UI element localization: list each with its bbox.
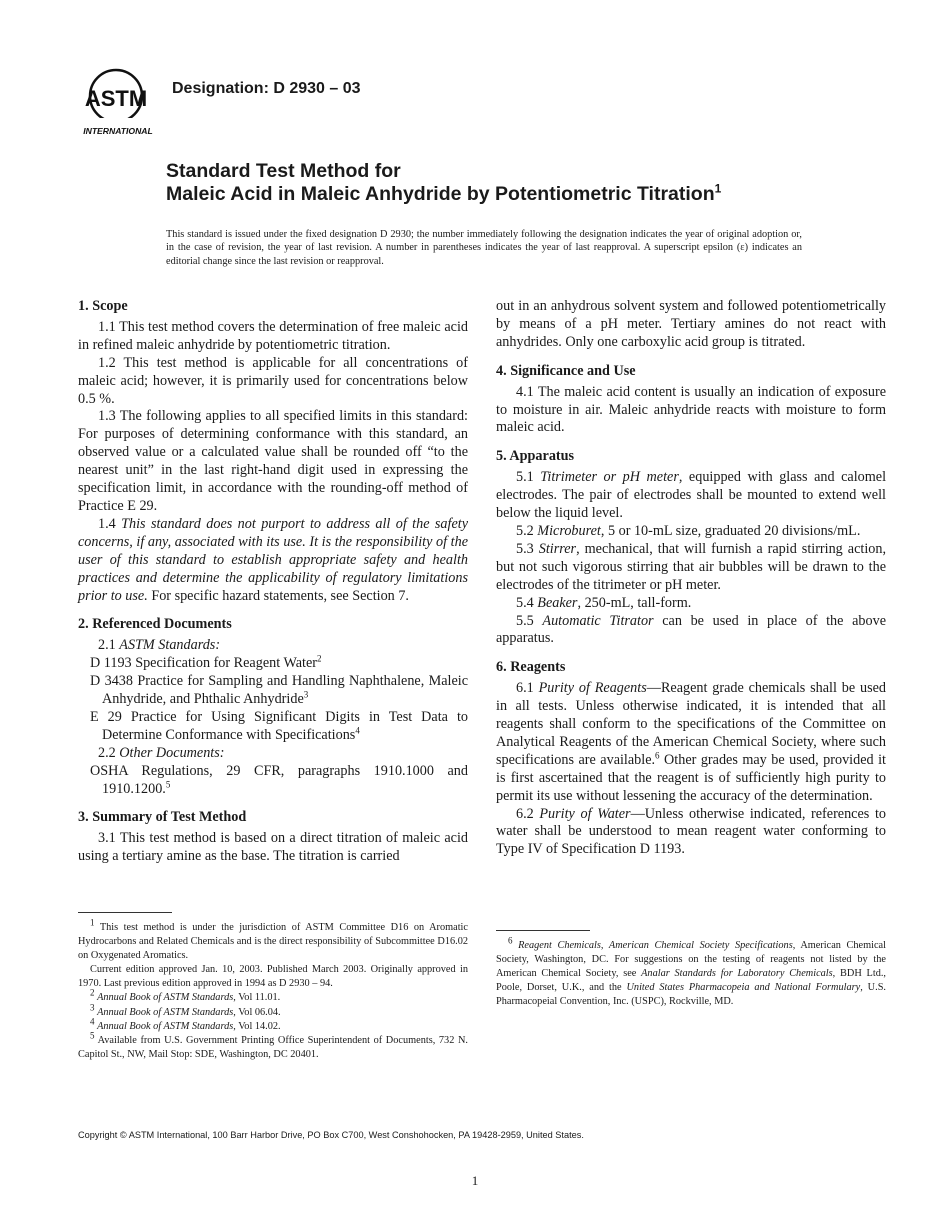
astm-standards-subhead: 2.1 ASTM Standards: [98, 637, 221, 654]
section-heading-referenced-documents: 2. Referenced Documents [78, 616, 232, 633]
section-heading-scope: 1. Scope [78, 298, 128, 314]
scope-1-4: 1.4 This standard does not purport to address all of the safety concerns, if any, associated with its use. It is the responsibility of the user of this standard to establish appropriate safety and health practices and determine the applicability of regulatory limitations prior to use. For specific hazard statements, see Section 7. [78, 515, 468, 604]
footnote-5: $^5$ Available from U.S. Government Printing Office Superintendent of Documents, 732 N. Capitol St., NW, Mail Stop: SDE, Washington, DC 20401. [78, 1030, 468, 1060]
footnote-3: $^3$ Annual Book of ASTM Standards, Vol 06.04. [90, 1002, 281, 1018]
reference-d3438: D 3438 Practice for Sampling and Handling Naphthalene, Maleic Anhydride, and Phthalic Anhydride$^3$ [90, 673, 468, 708]
reference-osha: OSHA Regulations, 29 CFR, paragraphs 1910.1000 and 1910.1200.$^5$ [90, 762, 468, 797]
section-heading-apparatus: 5. Apparatus [496, 448, 575, 465]
scope-1-2: 1.2 This test method is applicable for all concentrations of maleic acid; however, it is primarily used for concentrations below 0.5 %. [78, 354, 468, 407]
footnote-1-edition: Current edition approved Jan. 10, 2003. Published March 2003. Originally approved in 1970. Last previous edition approved in 1994 as D 2930 – 94. [78, 964, 468, 990]
page-number: 1 [471, 1173, 479, 1188]
logo-subtext: INTERNATIONAL [83, 126, 153, 136]
reagents-6-1: 6.1 Purity of Reagents—Reagent grade chemicals shall be used in all tests. Unless otherwise indicated, it is intended that all reagents shall conform to the specifications of the Committee on Analytical Reagents of the American Chemical Society, where such specifications are available.$^6$ Other grades may be used, provided it is first ascertained that the reagent is of sufficiently high purity to permit its use without lessening the accuracy of the determination. [496, 680, 887, 804]
footnotes-left [78, 912, 468, 1062]
issue-note: This standard is issued under the fixed designation D 2930; the number immediately following the designation indicates the year of original adoption or, in the case of revision, the year of last revision. A number in parentheses indicates the year of last reapproval. A superscript epsilon (ε) indicates an editorial change since the last revision or reapproval. [166, 229, 802, 267]
apparatus-5-4: 5.4 Beaker, 250-mL, tall-form. [516, 594, 692, 611]
astm-logo [78, 68, 158, 138]
reference-d1193: D 1193 Specification for Reagent Water$^2$ [90, 653, 322, 672]
logo-wordmark: ASTM [84, 86, 148, 111]
footnote-4: $^4$ Annual Book of ASTM Standards, Vol 14.02. [90, 1016, 281, 1032]
apparatus-5-5: 5.5 Automatic Titrator can be used in place of the above apparatus. [496, 612, 886, 647]
other-documents-subhead: 2.2 Other Documents: [98, 744, 225, 761]
footnote-6: $^6$ Reagent Chemicals, American Chemical Society Specifications, American Chemical Society, Washington, DC. For suggestions on the testing of reagents not listed by the American Chemical Society, see Analar Standards for Laboratory Chemicals, BDH Ltd., Poole, Dorset, U.K., and the United States Pharmacopeia and National Formulary, U.S. Pharmacopeial Convention, Inc. (USPC), Rockville, MD. [496, 935, 887, 1008]
title-block [166, 160, 886, 206]
designation: Designation: D 2930 – 03 [172, 80, 361, 97]
section-heading-summary: 3. Summary of Test Method [78, 809, 247, 826]
apparatus-5-3: 5.3 Stirrer, mechanical, that will furnish a rapid stirring action, but not such vigorous stirring that air bubbles will be drawn to the electrodes of the titrimeter or pH meter. [496, 540, 886, 593]
apparatus-5-2: 5.2 Microburet, 5 or 10-mL size, graduated 20 divisions/mL. [516, 522, 861, 539]
summary-3-1: 3.1 This test method is based on a direct titration of maleic acid using a tertiary amine as the base. The titration is carried [78, 830, 468, 865]
scope-1-3: 1.3 The following applies to all specified limits in this standard: For purposes of determining conformance with this standard, an observed value or a calculated value shall be rounded off “to the nearest unit” in the last right-hand digit used in expressing the specification limit, in accordance with the rounding-off method of Practice E 29. [78, 408, 468, 514]
title-line-1: Standard Test Method for [166, 160, 401, 182]
reference-e29: E 29 Practice for Using Significant Digits in Test Data to Determine Conformance with Specifications$^4$ [90, 708, 468, 743]
summary-3-1-continued: out in an anhydrous solvent system and followed potentiometrically by means of a pH meter. Tertiary amines do not react with anhydrides. Only one carboxylic acid group is titrated. [496, 298, 886, 350]
right-column [496, 298, 886, 859]
copyright-line: Copyright © ASTM International, 100 Barr Harbor Drive, PO Box C700, West Conshohocken, PA 19428-2959, United States. [78, 1130, 584, 1140]
apparatus-5-1: 5.1 Titrimeter or pH meter, equipped with glass and calomel electrodes. The pair of electrodes shall be mounted to extend well below the liquid level. [496, 469, 887, 522]
left-column [78, 298, 468, 866]
title-line-2: Maleic Acid in Maleic Anhydride by Potentiometric Titration$^1$ [166, 181, 722, 205]
title-footnote-mark: 1 [714, 181, 722, 196]
section-heading-significance: 4. Significance and Use [496, 362, 636, 379]
scope-1-1: 1.1 This test method covers the determination of free maleic acid in refined maleic anhydride by potentiometric titration. [78, 318, 468, 353]
footnote-2: $^2$ Annual Book of ASTM Standards, Vol 11.01. [90, 988, 281, 1004]
footnote-1: $^1$ This test method is under the jurisdiction of ASTM Committee D16 on Aromatic Hydrocarbons and Related Chemicals and is the direct responsibility of Subcommittee D16.02 on Oxygenated Aromatics. [78, 917, 468, 962]
significance-4-1: 4.1 The maleic acid content is usually an indication of exposure to moisture in air. Maleic anhydride reacts with moisture to form maleic acid. [496, 383, 886, 436]
section-heading-reagents: 6. Reagents [496, 659, 566, 676]
footnotes-right [496, 930, 886, 1009]
reagents-6-2: 6.2 Purity of Water—Unless otherwise indicated, references to water shall be understood to mean reagent water conforming to Type IV of Specification D 1193. [496, 805, 886, 858]
